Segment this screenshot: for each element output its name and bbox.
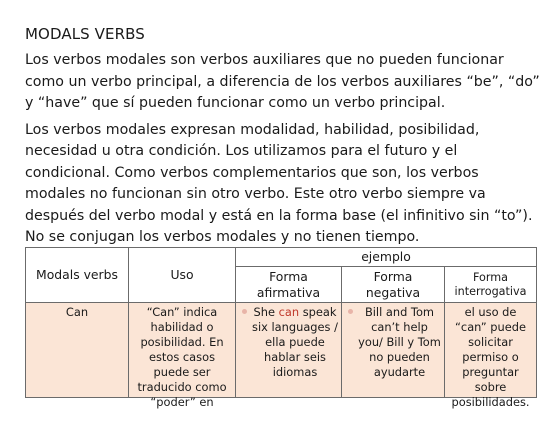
afirmativa-post: speak six languages / ella puede hablar seis idiomas [252,305,338,379]
header-forma-afirmativa: Forma afirmativa [236,267,342,303]
cell-negativa-text: Bill and Tom can’t help you/ Bill y Tom no pueden ayudarte [358,305,441,379]
header-modals-verbs: Modals verbs [26,248,129,303]
table-header-row [26,248,537,267]
cell-modal [26,303,129,398]
header-forma-negativa: Forma negativa [342,267,445,303]
modals-table [25,247,537,409]
header-uso: Uso [129,248,236,303]
paragraph-description: Los verbos modales expresan modalidad, habilidad, posibilidad, necesidad u otra condición. Los utilizamos para el futuro y el condicional. Como verbos complementarios que son, los verbos modales no funcionan sin otro verbo. Este otro verbo siempre va después del verbo modal y está en la forma base (el infinitivo sin “to”). No se conjugan los verbos modales y no tienen tiempo. [25,121,533,245]
cell-interrogativa [445,303,537,409]
cell-negativa [342,303,445,398]
cell-afirmativa [236,303,342,398]
paragraph-intro: Los verbos modales son verbos auxiliares que no pueden funcionar como un verbo principal, a diferencia de los verbos auxiliares “be”, “do” y “have” que sí pueden funcionar como un verbo principal. [25,52,540,111]
header-ejemplo: ejemplo [236,248,537,267]
bullet-icon [242,309,247,314]
bullet-icon [348,309,353,314]
cell-afirmativa-text [252,305,338,395]
afirmativa-highlight: can [278,305,300,319]
cell-modal-text: Can [65,305,89,319]
cell-interrogativa-text: el uso de “can” puede solicitar permiso o preguntar sobre posibilidades. [451,305,530,409]
afirmativa-pre: She [253,305,279,319]
document-title: MODALS VERBS [25,25,145,43]
table-row [26,303,537,398]
cell-uso [129,303,236,409]
header-forma-interrogativa: Forma interrogativa [445,267,537,303]
cell-uso-text: “Can” indica habilidad o posibilidad. En estos casos puede ser traducido como “poder” en [137,305,227,409]
